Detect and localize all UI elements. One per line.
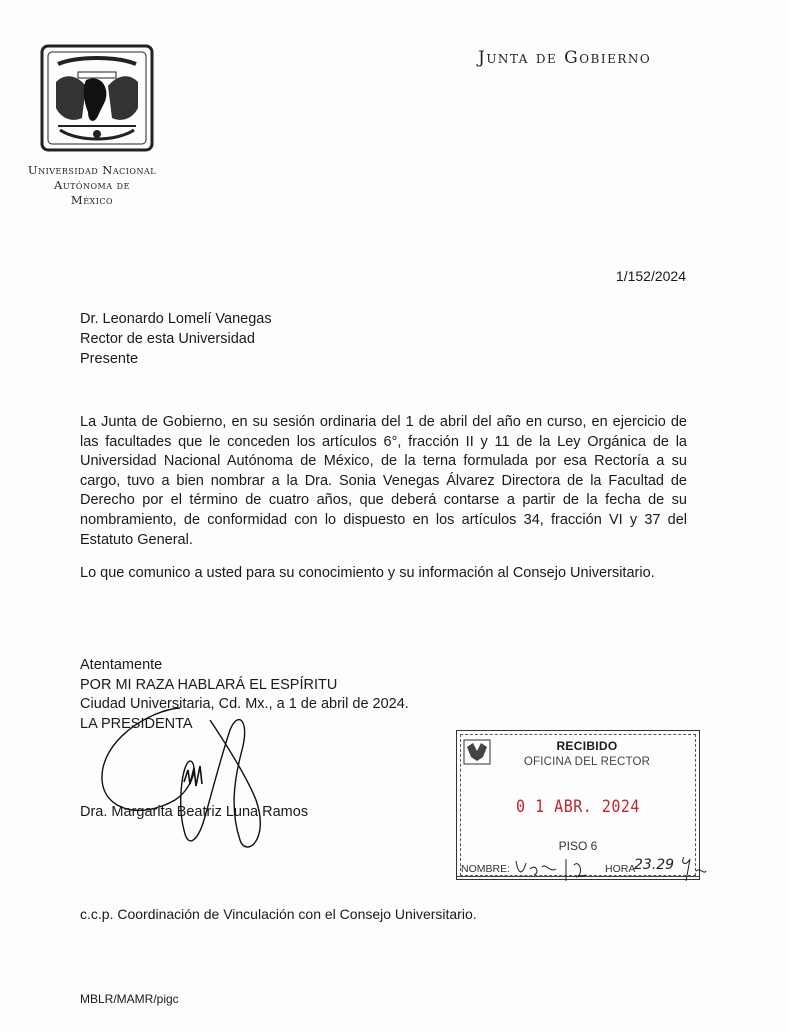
signature-icon [80, 690, 300, 860]
signer-name: Dra. Margarita Beatriz Luna Ramos [80, 804, 309, 820]
university-name-line-2: Autónoma de [54, 178, 130, 192]
received-stamp [456, 730, 700, 880]
closing-role: LA PRESIDENTA [80, 715, 193, 732]
reference-number: 1/152/2024 [615, 268, 686, 284]
stamp-time-handwritten: 23.29 [634, 857, 675, 873]
university-name-line-1: Universidad Nacional [27, 163, 157, 177]
closing-place-date: Ciudad Universitaria, Cd. Mx., a 1 de abril de 2024. [80, 696, 409, 712]
stamp-name-label: NOMBRE: [461, 863, 511, 875]
addressee-title: Rector de esta Universidad [80, 331, 255, 347]
addressee-name: Dr. Leonardo Lomelí Vanegas [80, 311, 272, 327]
closing-regards: Atentamente [80, 657, 163, 673]
university-name [22, 163, 162, 208]
letter-body [80, 413, 687, 598]
university-name-line-3: México [70, 193, 114, 207]
carbon-copy: c.c.p. Coordinación de Vinculación con el Consejo Universitario. [80, 906, 477, 922]
body-paragraph-1: La Junta de Gobierno, en su sesión ordinaria del 1 de abril del año en curso, en ejercicio de las facultades que le conceden los artículos 6°, fracción II y 11 de la Ley Orgánica de la Universidad Nacional Autónoma de México, de la terna formulada por esa Rectoría a su cargo, tuvo a bien nombrar a la Dra. Sonia Venegas Álvarez Directora de la Facultad de Derecho por el término de cuatro años, que deberá contarse a partir de la fecha de su nombramiento, de conformidad con lo dispuesto en los artículos 34, fracción VI y 37 del Estatuto General. [80, 414, 687, 548]
office-heading: Junta de Gobierno [478, 48, 652, 68]
reference-initials: MBLR/MAMR/pigc [80, 992, 179, 1006]
stamp-office: OFICINA DEL RECTOR [523, 756, 651, 768]
stamp-heading: RECIBIDO [556, 739, 618, 753]
unam-seal-icon [38, 42, 156, 154]
stamp-date: 0 1 ABR. 2024 [516, 795, 640, 817]
addressee-salutation: Presente [80, 351, 139, 367]
body-paragraph-2: Lo que comunico a usted para su conocimiento y su información al Consejo Universitario. [80, 565, 655, 582]
addressee-block [80, 309, 272, 369]
stamp-time-label: HORA [605, 863, 636, 875]
stamp-floor: PISO 6 [558, 839, 598, 853]
stamp-handwriting-icon [512, 853, 712, 883]
closing-motto: POR MI RAZA HABLARÁ EL ESPÍRITU [80, 676, 338, 693]
